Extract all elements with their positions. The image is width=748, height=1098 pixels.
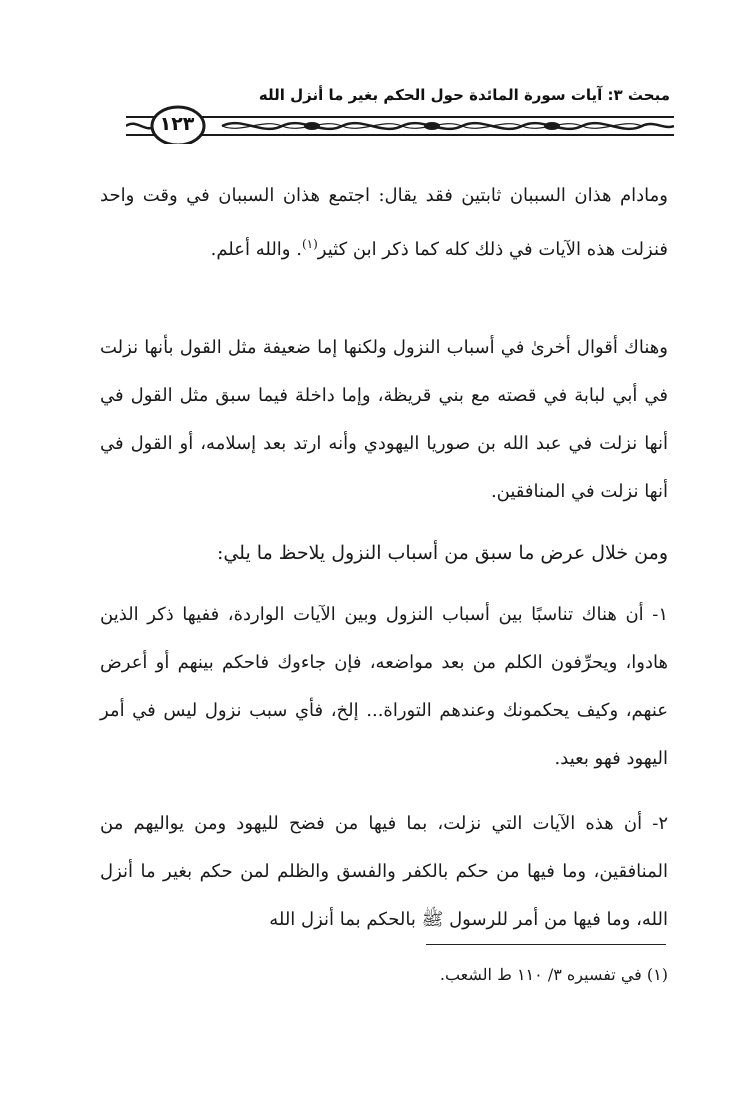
- paragraph-1-end: . والله أعلم.: [210, 239, 302, 260]
- running-header: مبحث ٣: آيات سورة المائدة حول الحكم بغير ما أنزل الله: [258, 86, 670, 104]
- point-1: ١- أن هناك تناسبًا بين أسباب النزول وبين الآيات الواردة، ففيها ذكر الذين هادوا، ويحرِّفون الكلم من بعد مواضعه، فإن جاءوك فاحكم بينهم أو أعرض عنهم، وكيف يحكمونك وعندهم التوراة... إلخ، فأي سبب نزول ليس في أمر اليهود فهو بعيد.: [100, 604, 668, 769]
- header-ornament: [126, 104, 674, 144]
- footnote-divider: [426, 944, 666, 945]
- footnote-reference: (١): [301, 237, 318, 251]
- paragraph-1-text: ومادام هذان السببان ثابتين فقد يقال: اجتمع هذان السببان في وقت واحد فنزلت هذه الآيات في ذلك كله كما ذكر ابن كثير: [100, 185, 668, 260]
- paragraph-2: وهناك أقوال أخرىٰ في أسباب النزول ولكنها إما ضعيفة مثل القول بأنها نزلت في أبي لبابة في قصته مع بني قريظة، وإما داخلة فيما سبق مثل القول في أنها نزلت في عبد الله بن صوريا اليهودي وأنه ارتد بعد إسلامه، أو القول في أنها نزلت في المنافقين.: [100, 337, 668, 502]
- point-2: ٢- أن هذه الآيات التي نزلت، بما فيها من فضح لليهود ومن يواليهم من المنافقين، وما فيها من حكم بالكفر والفسق والظلم لمن حكم بغير ما أنزل الله، وما فيها من أمر للرسول ﷺ بالحكم بما أنزل الله: [100, 813, 668, 930]
- paragraph-1: [100, 172, 668, 274]
- footnote: (١) في تفسيره ٣/ ١١٠ ط الشعب.: [439, 965, 668, 984]
- paragraph-3: ومن خلال عرض ما سبق من أسباب النزول يلاحظ ما يلي:: [216, 542, 668, 564]
- page-number: ١٢٣: [159, 113, 195, 135]
